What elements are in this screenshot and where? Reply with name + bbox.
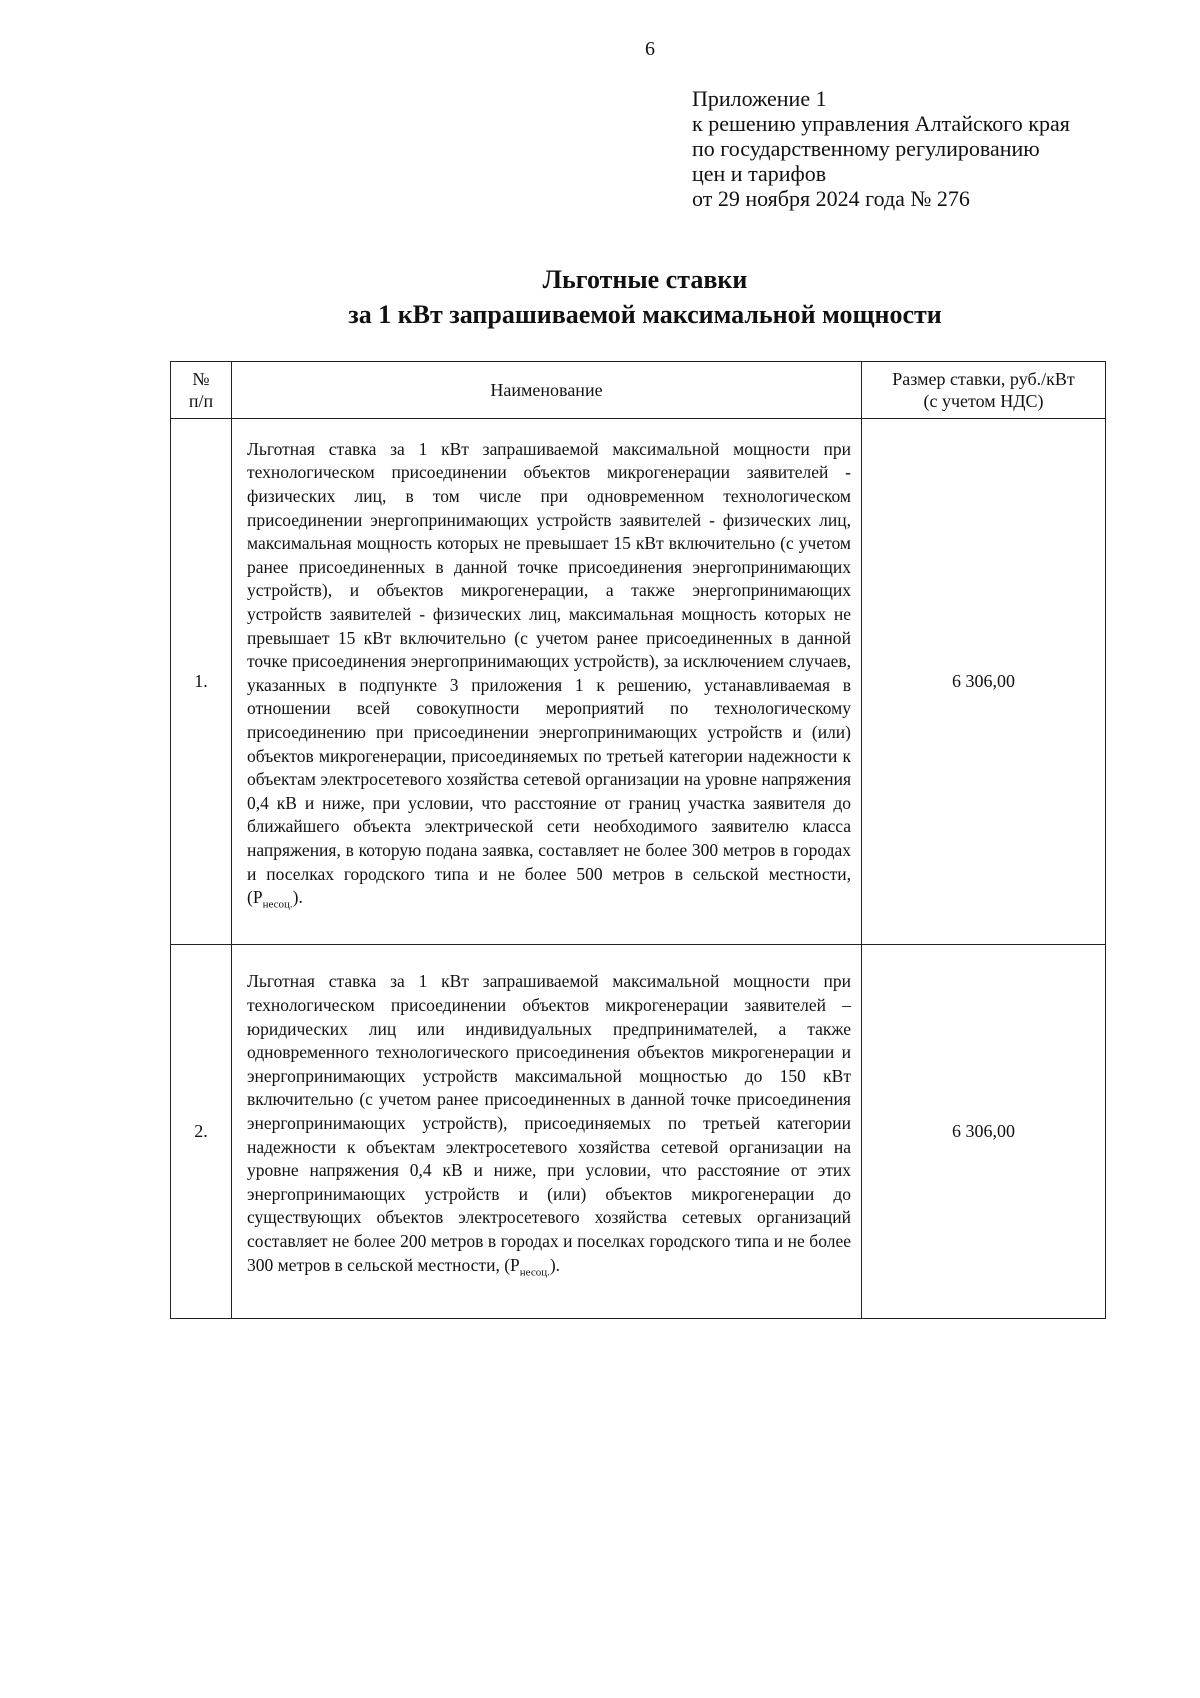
header-number (171, 362, 232, 419)
row-description-text: Льготная ставка за 1 кВт запрашиваемой максимальной мощности при технологическом присоединении объектов микрогенерации заявителей - физических лиц, в том числе при одновременном технологическом присоединении энергопринимающих устройств заявителей - физических лиц, максимальная мощность которых не превышает 15 кВт включительно (с учетом ранее присоединенных в данной точке присоединения энергопринимающих устройств), и объектов микрогенерации, а также энергопринимающих устройств заявителей - физических лиц, максимальная мощность которых не превышает 15 кВт включительно (с учетом ранее присоединенных в данной точке присоединения энергопринимающих устройств), за исключением случаев, указанных в подпункте 3 приложения 1 к решению, устанавливаемая в отношении всей совокупности мероприятий по технологическому присоединению при присоединении энергопринимающих устройств и (или) объектов микрогенерации, присоединяемых по третьей категории надежности к объектам электросетевого хозяйства сетевой организации на уровне напряжения 0,4 кВ и ниже, при условии, что расстояние от границ участка заявителя до ближайшего объекта электрической сети необходимого заявителю класса напряжения, в которую подана заявка, составляет не более 300 метров в городах и поселках городского типа и не более 500 метров в сельской местности, (P (247, 438, 851, 908)
header-number-label: п/п (188, 391, 214, 411)
row-rate: 6 306,00 (862, 945, 1106, 1319)
row-description (232, 945, 862, 1319)
appendix-line: от 29 ноября 2024 года № 276 (692, 186, 970, 211)
header-rate-note: (с учетом НДС) (923, 391, 1044, 411)
row-description (232, 419, 862, 945)
appendix-line: по государственному регулированию (692, 136, 1040, 161)
row-subscript: несоц. (262, 898, 293, 911)
table-header-row (171, 362, 1106, 419)
row-description-tail: ). (549, 1254, 561, 1275)
header-rate (862, 362, 1106, 419)
table-row (171, 945, 1106, 1319)
page-number: 6 (645, 38, 655, 60)
rates-table (170, 361, 1106, 1319)
row-subscript: несоц. (519, 1266, 550, 1279)
appendix-line: Приложение 1 (692, 86, 827, 111)
row-rate: 6 306,00 (862, 419, 1106, 945)
title-line: за 1 кВт запрашиваемой максимальной мощности (348, 300, 942, 329)
appendix-line: цен и тарифов (692, 161, 827, 186)
title-line: Льготные ставки (542, 265, 748, 294)
header-rate-label: Размер ставки, руб./кВт (892, 369, 1075, 389)
header-number-symbol: № (192, 369, 210, 389)
row-number: 1. (171, 419, 232, 945)
row-number: 2. (171, 945, 232, 1319)
document-title (310, 262, 980, 332)
appendix-header (692, 86, 1070, 211)
row-description-tail: ). (292, 887, 303, 908)
appendix-line: к решению управления Алтайского края (692, 111, 1070, 136)
table-row (171, 419, 1106, 945)
row-description-text: Льготная ставка за 1 кВт запрашиваемой максимальной мощности при технологическом присоединении объектов микрогенерации заявителей – юридических лиц или индивидуальных предпринимателей, а также одновременного технологического присоединения объектов микрогенерации и энергопринимающих устройств максимальной мощностью до 150 кВт включительно (с учетом ранее присоединенных в данной точке присоединения энергопринимающих устройств), присоединяемых по третьей категории надежности к объектам электросетевого хозяйства сетевой организации на уровне напряжения 0,4 кВ и ниже, при условии, что расстояние от этих энергопринимающих устройств и (или) объектов микрогенерации до существующих объектов электросетевого хозяйства сетевых организаций составляет не более 200 метров в городах и поселках городского типа и не более 300 метров в сельской местности, (P (247, 971, 851, 1275)
header-name: Наименование (232, 362, 862, 419)
